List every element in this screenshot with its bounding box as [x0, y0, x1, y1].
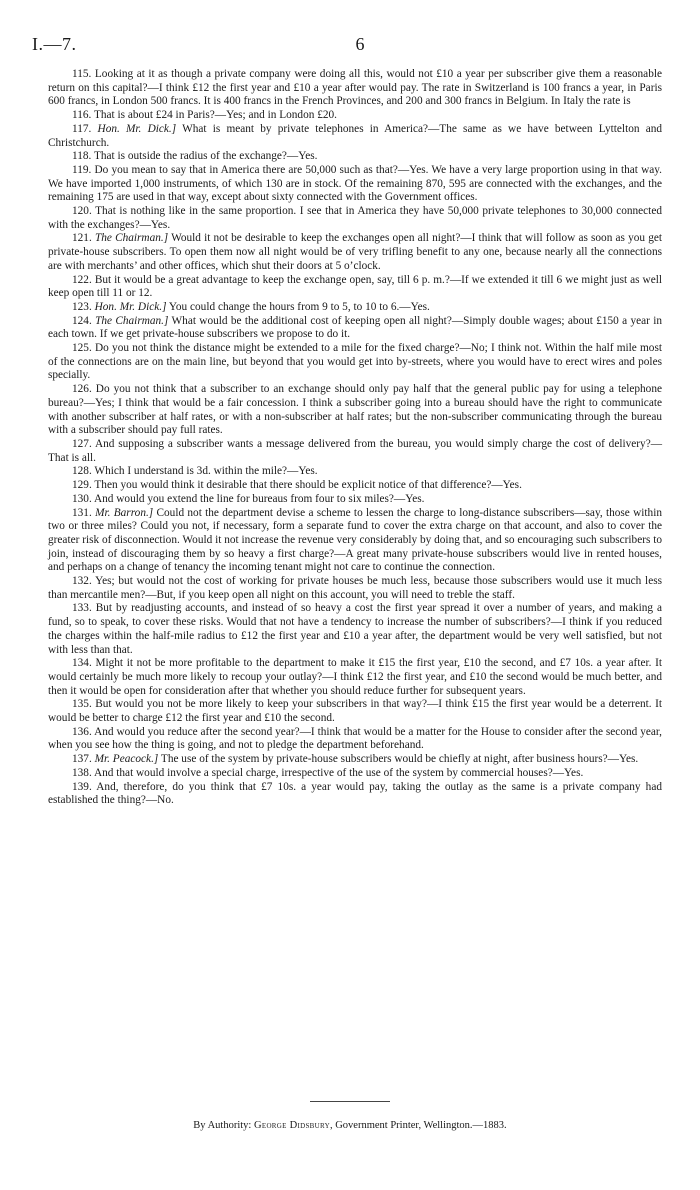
question-paragraph — [48, 602, 662, 657]
question-paragraph — [48, 301, 662, 315]
question-number: 135. — [72, 698, 92, 711]
question-number: 130. — [72, 492, 92, 505]
question-paragraph — [48, 383, 662, 438]
imprint-suffix: , Government Printer, Wellington.—1883. — [329, 1120, 507, 1131]
footer-divider — [310, 1101, 390, 1102]
speaker-label: The Chairman.] — [95, 314, 169, 327]
question-text: But it would be a great advantage to keep the exchange open, say, till 6 p. m.?—If we extended it till 6 we might just as well keep open till 11 or 12. — [48, 273, 663, 300]
speaker-label: Hon. Mr. Dick.] — [97, 122, 177, 135]
question-text: That is outside the radius of the exchange?—Yes. — [93, 150, 318, 163]
question-number: 116. — [72, 109, 92, 122]
question-text: Do you mean to say that in America there are 50,000 such as that?—Yes. We have a very large proportion using in that way. We have imported 1,000 instruments, of which 130 are in stock. Of the remaining 870, 595 are connected with the exchanges, and the remaining 175 are used in that way, except about sixty connected with the Government offices. — [48, 163, 662, 204]
question-paragraph — [48, 753, 662, 767]
question-paragraph — [48, 465, 662, 479]
question-paragraph — [48, 150, 662, 164]
question-paragraph — [48, 438, 662, 465]
question-text: What is meant by private telephones in America?—The same as we have between Lyttelton and Christchurch. — [48, 122, 662, 149]
imprint-line — [0, 1120, 700, 1131]
question-paragraph — [48, 342, 662, 383]
question-number: 115. — [72, 68, 92, 80]
question-paragraph — [48, 232, 662, 273]
question-paragraph — [48, 479, 662, 493]
question-text: And would you extend the line for bureaus from four to six miles?—Yes. — [93, 492, 425, 505]
document-reference: I.—7. — [32, 34, 77, 54]
question-number: 132. — [72, 575, 92, 588]
question-text: Do you not think that a subscriber to an exchange should only pay half that the general public pay for using a telephone bureau?—Yes; I think that would be a fair concession. I think a subscriber going into a bureau should have the right to communicate with another subscriber at half rates, or with a non-subscriber at half rates; but the non-subscriber communicating through the bureau with a subscriber should pay full rates. — [48, 383, 662, 437]
question-number: 131. — [72, 506, 92, 519]
question-text: That is about £24 in Paris?—Yes; and in London £20. — [93, 109, 337, 122]
question-text: Which I understand is 3d. within the mile?—Yes. — [94, 465, 318, 478]
question-number: 118. — [72, 150, 92, 163]
question-paragraph — [48, 205, 662, 232]
question-text: And would you reduce after the second year?—I think that would be a matter for the House to consider after the second year, when you see how the thing is going, and not to pledge the department beforehand. — [48, 725, 663, 752]
question-text: Do you not think the distance might be extended to a mile for the fixed charge?—No; I think not. Within the half mile most of the connections are on the main line, but beyond that you would get into by-streets, where you would have to erect wires and poles specially. — [48, 342, 662, 382]
question-number: 129. — [72, 479, 92, 492]
question-text: Might it not be more profitable to the department to make it £15 the first year, £10 the second, and £7 10s. a year after. It would certainly be much more likely to recoup your outlay?—I think £12 the first year, and £10 the second would be much better, and then it would be open for consideration after that whether you should reduce further for subsequent years. — [48, 657, 662, 697]
question-number: 139. — [72, 780, 92, 793]
question-paragraph — [48, 726, 662, 753]
imprint-printer: George Didsbury — [253, 1120, 330, 1131]
question-text: That is nothing like in the same proportion. I see that in America they have 50,000 private telephones to 30,000 connected with the exchanges?—Yes. — [48, 205, 662, 231]
question-number: 125. — [72, 342, 92, 355]
question-text: Then you would think it desirable that there should be explicit notice of that difference?—Yes. — [94, 479, 522, 492]
question-number: 127. — [72, 437, 92, 450]
question-paragraph — [48, 274, 662, 301]
question-text: And that would involve a special charge, irrespective of the use of the system by commercial houses?—Yes. — [93, 766, 584, 779]
imprint-prefix: By Authority: — [193, 1120, 252, 1131]
question-number: 119. — [72, 163, 92, 176]
question-text: And, therefore, do you think that £7 10s. a year would pay, taking the outlay as the same is a private company had established the thing?—No. — [48, 780, 662, 807]
question-paragraph — [48, 123, 662, 150]
question-number: 126. — [72, 383, 92, 396]
question-paragraph — [48, 575, 662, 602]
question-number: 137. — [72, 753, 92, 766]
question-paragraph — [48, 781, 662, 808]
question-number: 138. — [72, 766, 92, 779]
speaker-label: The Chairman.] — [94, 232, 169, 245]
question-paragraph — [48, 657, 662, 698]
question-text: The use of the system by private-house subscribers would be chiefly at night, after business hours?—Yes. — [160, 753, 639, 766]
question-paragraph — [48, 109, 662, 123]
question-number: 136. — [72, 725, 92, 738]
question-number: 117. — [72, 122, 92, 135]
speaker-label: Hon. Mr. Dick.] — [94, 300, 167, 313]
question-paragraph — [48, 507, 662, 576]
question-text: Looking at it as though a private company were doing all this, would not £10 a year per subscriber give them a reasonable return on this capital?—I think £12 the first year and £10 a year after would pay. The rate in Switzerland is 100 francs a year, in Paris 600 francs, in London 500 francs. It is 400 francs in the French Provinces, and 200 and 300 francs in Belgium. In Italy the rate is — [48, 68, 663, 108]
speaker-label: Mr. Barron.] — [95, 506, 154, 519]
question-text: But by readjusting accounts, and instead of so heavy a cost the first year spread it over a number of years, and making a fund, so to speak, to cover these risks. Would that not have a tendency to increase the number of subscribers?—I think if you reduced the charges within the half-mile radius to £12 the first year and £10 a year after, the department would be very well satisfied, but not with less than that. — [48, 602, 662, 656]
question-number: 124. — [72, 314, 92, 327]
question-number: 133. — [72, 602, 92, 615]
question-paragraph — [48, 68, 662, 109]
question-number: 123. — [72, 300, 92, 313]
question-text: Could not the department devise a scheme to lessen the charge to long-distance subscribers—say, those within two or three miles? Could you not, if necessary, form a separate fund to cover the extra charge on that account, and also to cover the greater risk of disconnection. Would it not increase the revenue very considerably by doing that, and so encouraging such subscribers to join, instead of discouraging them by so heavy a first charge?—A great many private-house subscribers would live in rented houses, and perhaps on a change of tenancy the incoming tenant might not care to continue the connection. — [48, 506, 662, 574]
evidence-body — [48, 68, 662, 808]
question-paragraph — [48, 767, 662, 781]
question-text: Yes; but would not the cost of working for private houses be much less, because those subscribers would use it much less than mercantile men?—But, if you keep open all night on this account, you will need to treble the staff. — [48, 575, 663, 601]
speaker-label: Mr. Peacock.] — [94, 753, 159, 766]
question-text: Would it not be desirable to keep the exchanges open all night?—I think that will follow as soon as you get private-house subscribers. To open them now all night would be of very trifling benefit to any one, because nearly all the connections are with merchants’ and other offices, which shut their doors at 5 o’clock. — [48, 232, 663, 272]
question-paragraph — [48, 493, 662, 507]
question-text: What would be the additional cost of keeping open all night?—Simply double wages; about £150 a year in each town. If we get private-house subscribers we propose to do it. — [48, 314, 663, 341]
question-paragraph — [48, 315, 662, 342]
question-number: 120. — [72, 205, 92, 218]
question-paragraph — [48, 164, 662, 205]
question-number: 128. — [72, 465, 92, 478]
question-text: You could change the hours from 9 to 5, to 10 to 6.—Yes. — [168, 300, 430, 313]
question-text: And supposing a subscriber wants a message delivered from the bureau, you would simply charge the cost of delivery?—That is all. — [48, 437, 662, 464]
question-paragraph — [48, 698, 662, 725]
question-number: 121. — [72, 232, 92, 245]
question-number: 122. — [72, 273, 92, 286]
question-number: 134. — [72, 657, 92, 670]
question-text: But would you not be more likely to keep your subscribers in that way?—I think £15 the first year would be a deterrent. It would be better to charge £12 the first year and £10 the second. — [48, 698, 662, 725]
page-number: 6 — [355, 34, 365, 54]
